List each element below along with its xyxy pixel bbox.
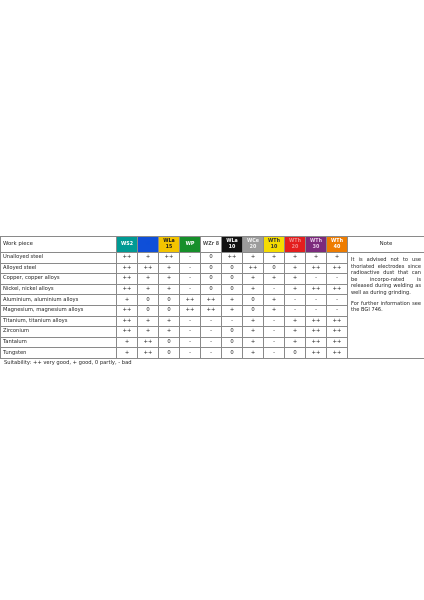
suitability-cell: 0 [138,305,159,316]
suitability-cell: + [138,253,159,264]
suitability-cell: ++ [159,253,180,264]
document [0,236,424,366]
suitability-cell: + [243,284,264,295]
suitability-cell: + [159,316,180,327]
suitability-cell: - [306,295,327,306]
suitability-cell: ++ [117,263,138,274]
electrode-header: WLa 15 [159,237,180,253]
suitability-cell: ++ [327,316,348,327]
suitability-cell: 0 [138,295,159,306]
suitability-cell: - [222,316,243,327]
suitability-cell: 0 [222,274,243,285]
electrode-header: WTh 40 [327,237,348,253]
suitability-cell: ++ [138,337,159,348]
suitability-cell: + [264,305,285,316]
workpiece-name: Copper, copper alloys [1,274,117,285]
suitability-cell: 0 [159,295,180,306]
suitability-cell: - [180,327,201,338]
suitability-cell: + [285,284,306,295]
workpiece-name: Alloyed steel [1,263,117,274]
workpiece-name: Magnesium, magnesium alloys [1,305,117,316]
suitability-cell: 0 [201,263,222,274]
suitability-cell: ++ [201,305,222,316]
suitability-cell: ++ [306,284,327,295]
suitability-cell: 0 [222,337,243,348]
suitability-cell: ++ [327,327,348,338]
suitability-cell: 0 [159,348,180,359]
workpiece-name: Tungsten [1,348,117,359]
electrode-header: WS2 [117,237,138,253]
note-header: Note [348,237,424,253]
note-text [348,253,424,359]
note-paragraph-thoriated: It is advised not to use thoriated electrodes since radioactive dust that can be incorpo-rated is released during welding as well as during grinding. [351,257,421,297]
suitability-cell: - [327,295,348,306]
suitability-cell: 0 [243,295,264,306]
workpiece-name: Aluminium, aluminium alloys [1,295,117,306]
note-paragraph-reference: For further information see the BGI 746. [351,300,421,314]
electrode-header: WZr 8 [201,237,222,253]
suitability-cell: - [180,263,201,274]
suitability-cell: ++ [306,348,327,359]
suitability-cell: - [264,284,285,295]
suitability-cell: + [138,327,159,338]
suitability-cell: 0 [222,327,243,338]
suitability-cell: - [285,305,306,316]
suitability-cell: ++ [201,295,222,306]
suitability-cell: 0 [159,305,180,316]
suitability-cell: - [201,316,222,327]
suitability-cell: - [306,305,327,316]
electrode-header: W [138,237,159,253]
suitability-cell: ++ [117,316,138,327]
suitability-cell: + [159,284,180,295]
suitability-cell: 0 [264,263,285,274]
suitability-cell: - [264,327,285,338]
suitability-cell: + [117,337,138,348]
table-row [1,253,424,264]
suitability-cell: + [243,348,264,359]
suitability-cell: + [222,295,243,306]
suitability-cell: + [285,337,306,348]
suitability-cell: ++ [306,327,327,338]
suitability-cell: - [180,253,201,264]
suitability-cell: + [327,253,348,264]
suitability-cell: 0 [222,263,243,274]
suitability-cell: - [327,274,348,285]
electrode-header: WTh 10 [264,237,285,253]
workpiece-name: Tantalum [1,337,117,348]
electrode-header: WP [180,237,201,253]
suitability-cell: - [180,348,201,359]
suitability-cell: - [264,348,285,359]
suitability-cell: + [285,274,306,285]
suitability-cell: + [243,274,264,285]
electrode-header: WTh 20 [285,237,306,253]
suitability-cell: + [243,316,264,327]
suitability-cell: ++ [117,327,138,338]
workpiece-name: Unalloyed steel [1,253,117,264]
suitability-cell: + [117,295,138,306]
suitability-cell: - [201,348,222,359]
suitability-cell: - [180,316,201,327]
suitability-cell: ++ [306,263,327,274]
electrode-suitability-table [0,236,424,359]
electrode-header: WCe 20 [243,237,264,253]
suitability-cell: + [285,253,306,264]
suitability-cell: - [180,284,201,295]
workpiece-name: Nickel, nickel alloys [1,284,117,295]
workpiece-name: Zirconium [1,327,117,338]
suitability-cell: ++ [327,263,348,274]
suitability-cell: + [243,337,264,348]
suitability-cell: - [327,305,348,316]
suitability-cell: + [285,316,306,327]
suitability-legend: Suitability: ++ very good, + good, 0 partly, - bad [4,359,132,366]
suitability-cell: ++ [180,305,201,316]
header-row [1,237,424,253]
suitability-cell: 0 [159,337,180,348]
suitability-cell: + [138,274,159,285]
suitability-cell: + [264,274,285,285]
suitability-cell: 0 [201,253,222,264]
suitability-cell: + [306,253,327,264]
suitability-cell: ++ [117,253,138,264]
suitability-cell: + [159,263,180,274]
suitability-cell: - [201,337,222,348]
suitability-cell: + [285,263,306,274]
suitability-cell: ++ [327,284,348,295]
suitability-cell: + [264,253,285,264]
suitability-cell: + [243,253,264,264]
suitability-cell: + [285,327,306,338]
suitability-cell: ++ [222,253,243,264]
suitability-cell: - [306,274,327,285]
suitability-cell: ++ [117,284,138,295]
suitability-cell: ++ [138,263,159,274]
electrode-header: WTh 30 [306,237,327,253]
suitability-cell: + [264,295,285,306]
suitability-cell: - [180,337,201,348]
suitability-cell: ++ [117,305,138,316]
suitability-cell: + [159,274,180,285]
suitability-cell: 0 [201,284,222,295]
suitability-cell: ++ [180,295,201,306]
suitability-cell: + [138,316,159,327]
suitability-cell: ++ [306,337,327,348]
suitability-cell: + [159,327,180,338]
suitability-cell: - [201,327,222,338]
workpiece-header: Work piece [1,237,117,253]
suitability-cell: 0 [222,284,243,295]
suitability-cell: ++ [138,348,159,359]
workpiece-name: Titanium, titanium alloys [1,316,117,327]
suitability-cell: 0 [243,305,264,316]
suitability-cell: - [264,316,285,327]
suitability-cell: + [222,305,243,316]
suitability-cell: ++ [306,316,327,327]
suitability-cell: - [285,295,306,306]
suitability-cell: ++ [327,348,348,359]
electrode-header: WLa 10 [222,237,243,253]
suitability-cell: 0 [222,348,243,359]
suitability-cell: + [138,284,159,295]
table-body [1,253,424,359]
suitability-cell: ++ [243,263,264,274]
suitability-cell: + [243,327,264,338]
suitability-cell: ++ [117,274,138,285]
suitability-cell: 0 [201,274,222,285]
suitability-cell: - [180,274,201,285]
suitability-cell: ++ [327,337,348,348]
suitability-cell: 0 [285,348,306,359]
suitability-cell: - [264,337,285,348]
suitability-cell: + [117,348,138,359]
